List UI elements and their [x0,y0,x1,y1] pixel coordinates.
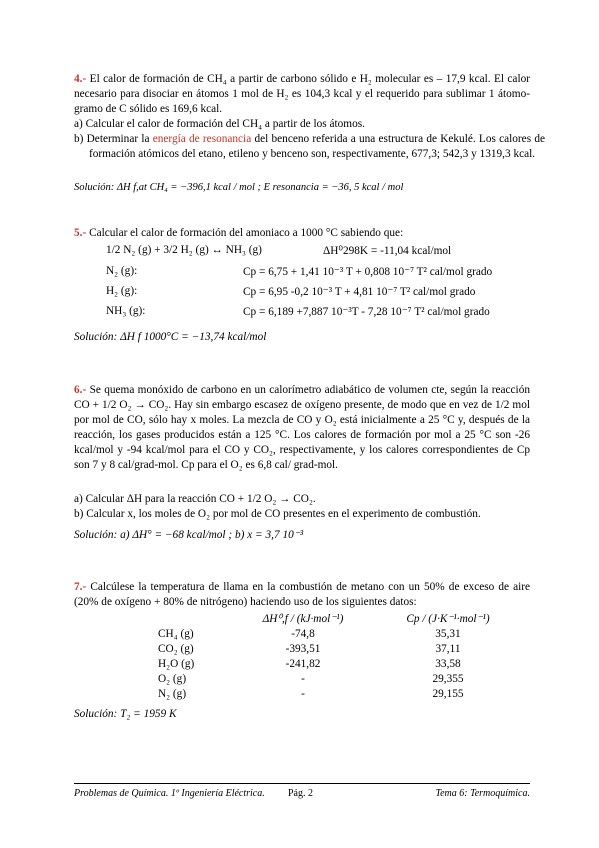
p5-row-2-left: N₂ (g): [106,265,138,277]
problem-4 [74,72,530,117]
problem-4-text: El calor de formación de CH₄ a partir de carbono sólido e H₂ molecular es – 17,9 kcal. El calor necesario para disociar en átomos 1 mol de H₂ es 104,3 kcal y el requerido para sublimar 1 átomo-gramo de C sólido es 169,6 kcal. [74,73,530,115]
species-cell: H₂O (g) [158,657,195,670]
p5-row-4-left: NH₃ (g): [106,305,146,317]
problem-6 [74,383,530,473]
problem-4-part-a: a) Calcular el calor de formación del CH₄ a partir de los átomos. [74,118,365,130]
footer-page-number: Pág. 2 [288,788,313,799]
cp-cell: 29,155 [432,687,464,700]
problem-6-part-b: b) Calcular x, los moles de O₂ por mol de CO presentes en el experimento de combustión. [74,508,481,520]
table-row [158,626,518,641]
problem-7-number: 7.- [74,581,87,593]
problem-5-number: 5.- [74,227,87,239]
cp-cell: 37,11 [435,642,461,655]
problem-5-solution: Solución: ΔH f 1000°C = −13,74 kcal/mol [74,331,267,343]
p5-row-1-left: 1/2 N₂ (g) + 3/2 H₂ (g) ↔ NH₃ (g) [106,244,262,256]
species-cell: O₂ (g) [158,672,187,685]
thermo-data-table [158,611,518,701]
table-row [158,656,518,671]
problem-4-b-post: del benceno referida a una estructura de Kekulé. Los calores de formación atómicos del etano, etileno y benceno son, respectivamente, 677,3; 542,3 y 1319,3 kcal. [89,133,545,160]
cp-cell: 29,355 [432,672,464,685]
problem-7-solution: Solución: T₂ = 1959 K [74,708,177,720]
cp-cell: 35,31 [435,627,461,640]
table-row [158,671,518,686]
problem-5-text: Calcular el calor de formación del amoniaco a 1000 °C sabiendo que: [89,227,404,239]
table-header-species [158,611,228,626]
problem-6-text: Se quema monóxido de carbono en un calorímetro adiabático de volumen cte, según la reacción CO + 1/2 O₂ → CO₂. Hay sin embargo escasez de oxígeno presente, de modo que en vez de 1/2 mol por mol de CO, sólo hay x moles. La mezcla de CO y O₂ está inicialmente a 25 °C y, después de la reacción, los gases producidos están a 125 °C. Los calores de formación por mol a 25 °C son -26 kcal/mol y -94 kcal/mol para el CO y CO₂, respectivamente, y los calores correspondientes de Cp son 7 y 8 cal/grad-mol. Cp para el O₂ es 6,8 cal/ grad-mol. [74,384,530,471]
species-cell: CO₂ (g) [158,642,194,655]
table-header-cp: Cp / (J·K⁻¹·mol⁻¹) [406,613,490,625]
footer-topic: Tema 6: Termoquímica. [435,788,530,799]
species-cell: N₂ (g) [158,687,187,700]
problem-4-b-pre: b) Determinar la [74,133,153,145]
cp-cell: 33,58 [435,657,461,670]
problem-6-number: 6.- [74,384,87,396]
enthalpy-cell: - [301,687,305,700]
problem-6-part-a: a) Calcular ΔH para la reacción CO + 1/2 O₂ → CO₂. [74,493,316,505]
enthalpy-cell: -74,8 [291,627,315,640]
table-header-row [158,611,518,626]
p5-row-1-right: ΔH⁰298K = -11,04 kcal/mol [323,245,452,257]
enthalpy-cell: -393,51 [285,642,321,655]
problem-4-b-highlight: energía de resonancia [152,133,252,145]
problem-6-solution: Solución: a) ΔH° = −68 kcal/mol ; b) x = 3,7 10⁻³ [74,529,304,541]
enthalpy-cell: -241,82 [285,657,321,670]
problem-7-text: Calcúlese la temperatura de llama en la combustión de metano con un 50% de exceso de aire (20% de oxígeno + 80% de nitrógeno) haciendo uso de los siguientes datos: [74,581,530,608]
page-footer [74,783,530,799]
problem-7 [74,580,530,610]
table-row [158,641,518,656]
p5-row-2-right: Cp = 6,75 + 1,41 10⁻³ T + 0,808 10⁻⁷ T² cal/mol grado [243,266,493,278]
problem-4-number: 4.- [74,73,87,85]
table-header-enthalpy: ΔH⁰,f / (kJ·mol⁻¹) [262,613,344,625]
problem-5 [74,226,530,241]
p5-row-3-right: Cp = 6,95 -0,2 10⁻³ T + 4,81 10⁻⁷ T² cal/mol grado [243,286,476,298]
p5-row-4-right: Cp = 6,189 +7,887 10⁻³T - 7,28 10⁻⁷ T² cal/mol grado [243,306,490,318]
footer-course: Problemas de Química. 1º Ingeniería Eléctrica. [74,788,265,799]
species-cell: CH₄ (g) [158,627,194,640]
p5-row-3-left: H₂ (g): [106,285,138,297]
problem-4-solution: Solución: ΔH f,at CH₄ = −396,1 kcal / mol ; E resonancia = −36, 5 kcal / mol [74,182,404,193]
problem-4-part-b [74,132,545,162]
enthalpy-cell: - [301,672,305,685]
table-row [158,686,518,701]
